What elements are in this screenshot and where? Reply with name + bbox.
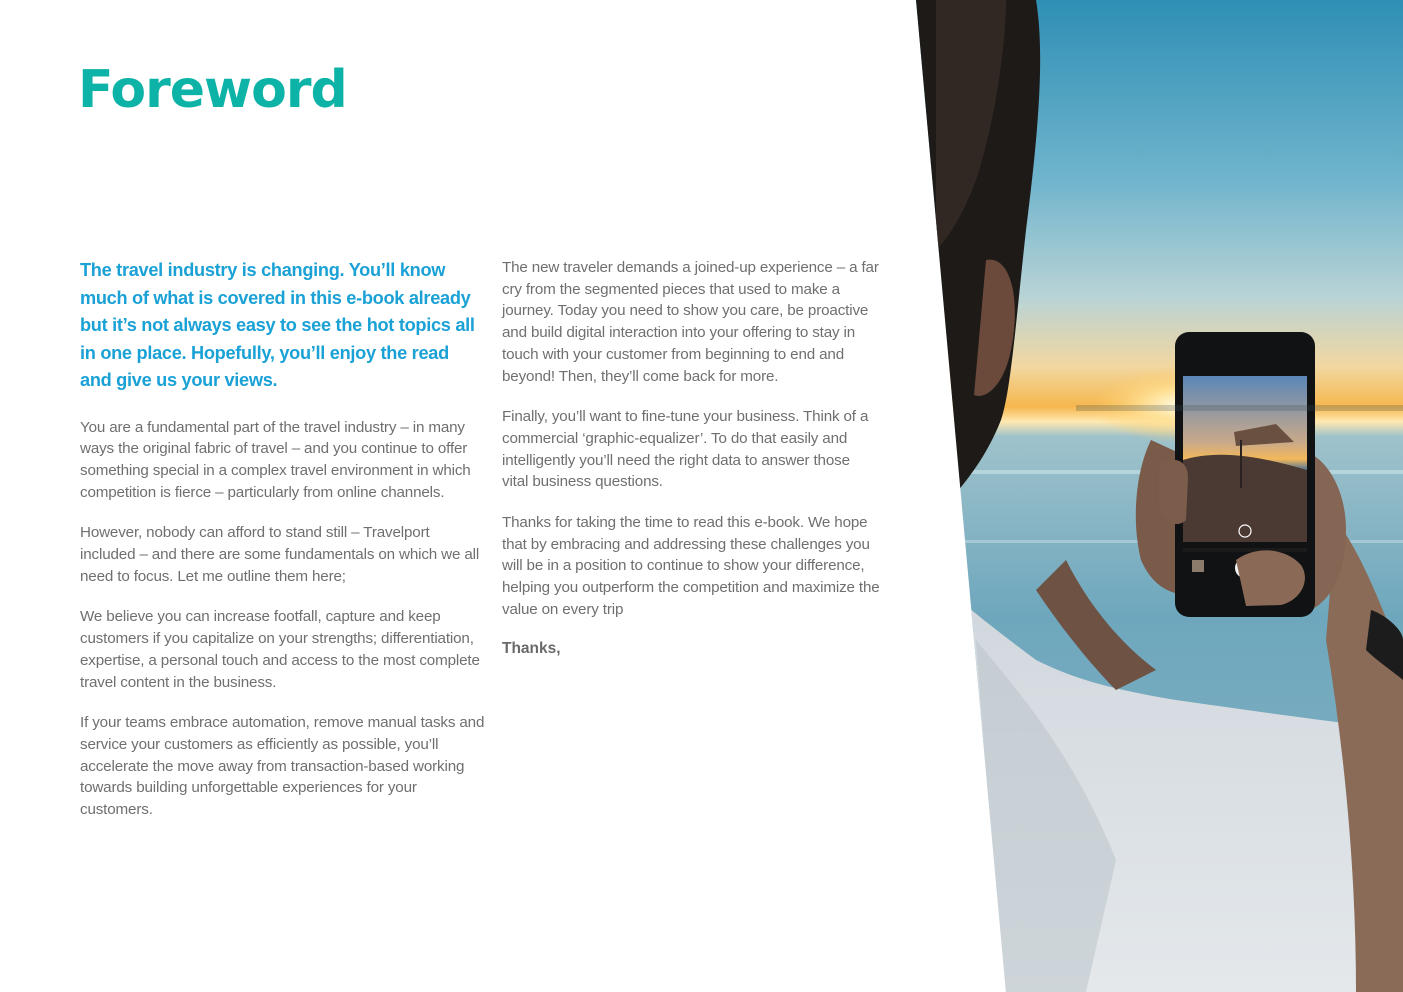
body-paragraph: You are a fundamental part of the travel industry – in many ways the original fabric of travel – and you continue to offer something special in a complex travel environment in which competition is fierce – particularly from online channels. [80, 418, 471, 501]
body-paragraph: If your teams embrace automation, remove manual tasks and service your customers as efficiently as possible, you’ll accelerate the move away from transaction-based working towards building unforgettable experiences for your customers. [80, 714, 485, 819]
body-paragraph: Finally, you’ll want to fine-tune your business. Think of a commercial ‘graphic-equalizer’. To do that easily and intelligently you’ll need the right data to answer those vital business questions. [502, 408, 869, 491]
hero-photo [916, 0, 1403, 992]
body-paragraph: The new traveler demands a joined-up experience – a far cry from the segmented pieces that used to make a journey. Today you need to show you care, be proactive and build digital interaction into your offering to stay in touch with your customer from beginning to end and beyond! Then, they’ll come back for more. [502, 259, 879, 385]
intro-paragraph: The travel industry is changing. You’ll know much of what is covered in this e-book already but it’s not always easy to see the hot topics all in one place. Hopefully, you’ll enjoy the read and give us your views. [80, 260, 475, 390]
signoff: Thanks, [502, 639, 561, 657]
left-column [80, 257, 485, 840]
body-paragraph: However, nobody can afford to stand still – Travelport included – and there are some fundamentals on which we all need to focus. Let me outline them here; [80, 524, 480, 585]
body-paragraph: Thanks for taking the time to read this e-book. We hope that by embracing and addressing these challenges you will be in a position to continue to show your difference, helping you outperform the competition and maximize the value on every trip [502, 514, 880, 618]
right-column [502, 257, 880, 658]
page-title: Foreword [78, 60, 347, 120]
beach-phone-illustration [916, 0, 1403, 992]
body-paragraph: We believe you can increase footfall, capture and keep customers if you capitalize on your strengths; differentiation, expertise, a personal touch and access to the most complete travel content in the business. [80, 608, 480, 691]
